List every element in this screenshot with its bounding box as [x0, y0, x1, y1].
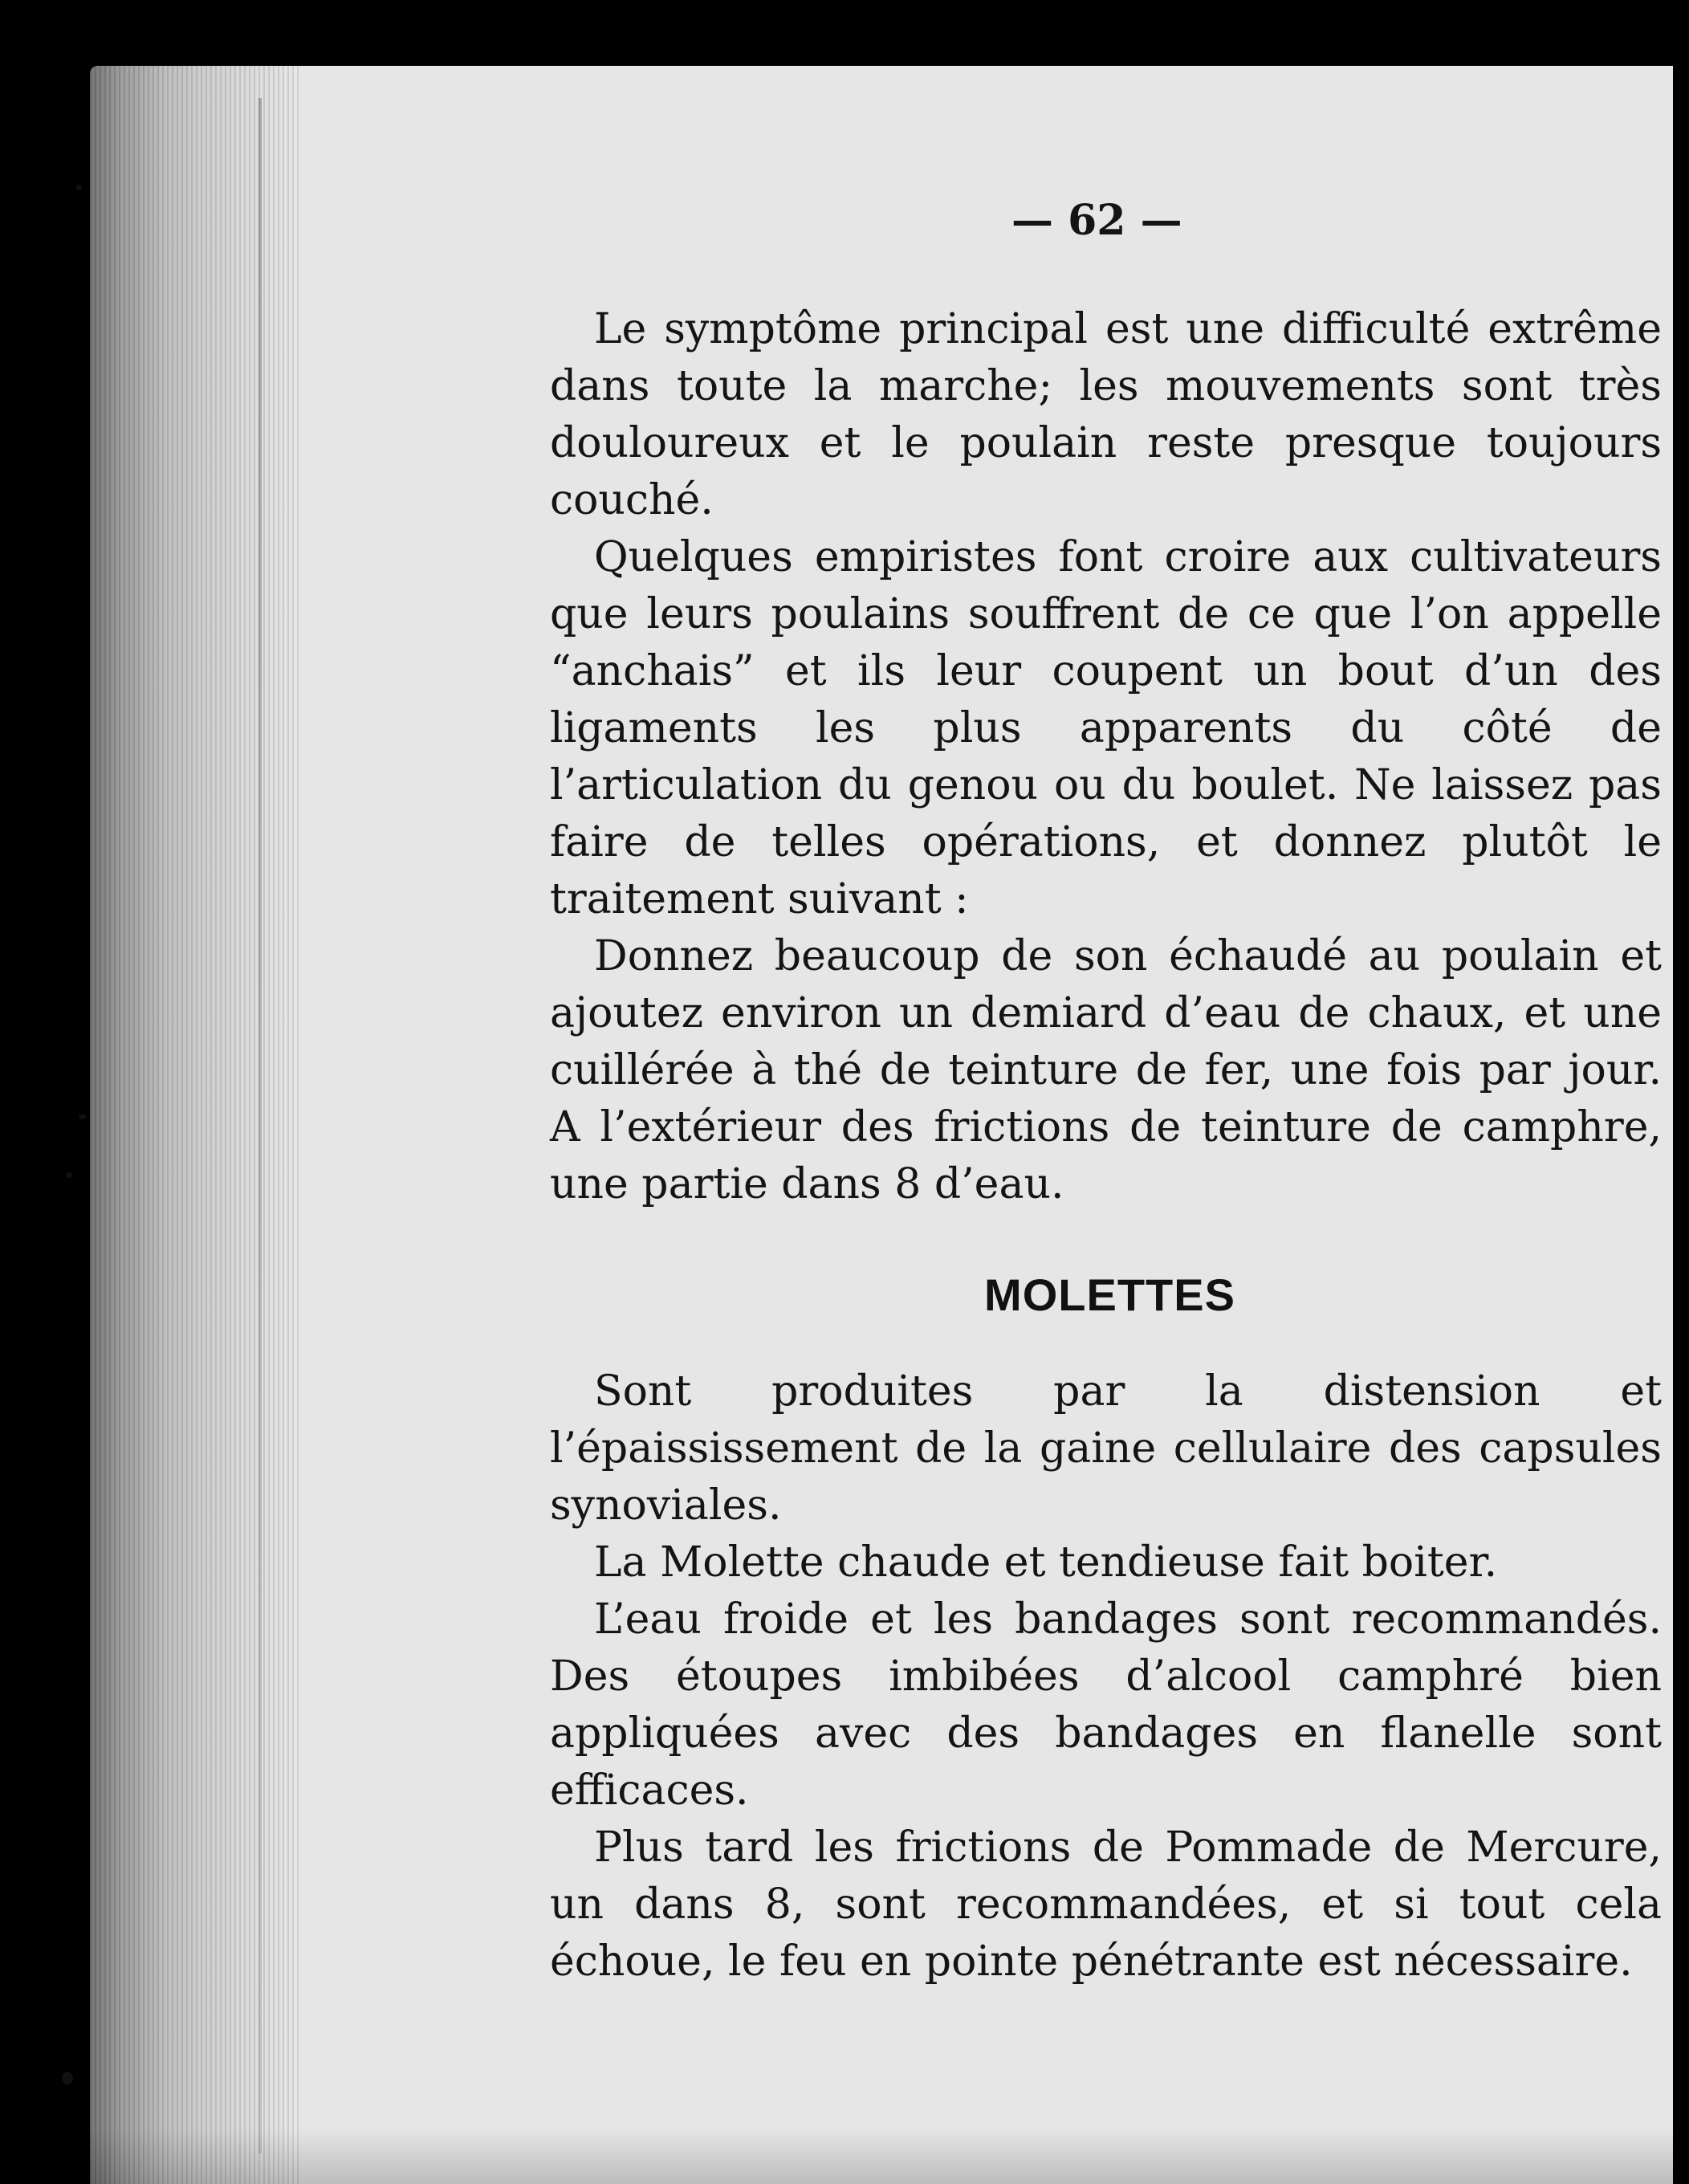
paragraph: Plus tard les frictions de Pommade de Mercure, un dans 8, sont recommandées, et si tout cela échoue, le feu en pointe pénétrante est nécessaire. [550, 1823, 1662, 1986]
scan-speck [76, 185, 82, 190]
paragraph: Le symptôme principal est une difficulté extrême dans toute la marche; les mouvements sont très douloureux et le poulain reste presque toujours couché. [550, 305, 1662, 524]
book-gutter [90, 66, 299, 2184]
paragraph: Quelques empiristes font croire aux cultivateurs que leurs poulains souffrent de ce que l’on appelle “anchais” et ils leur coupent un bout d’un des ligaments les plus apparents du côté de l’articulation du genou ou du boulet. Ne laissez pas faire de telles opérations, et donnez plutôt le traitement suivant : [550, 533, 1662, 923]
paragraph: L’eau froide et les bandages sont recommandés. Des étoupes imbibées d’alcool camphré bien appliquées avec des bandages en flanelle sont efficaces. [550, 1595, 1662, 1815]
paragraph: Donnez beaucoup de son échaudé au poulain et ajoutez environ un demiard d’eau de chaux, et une cuillérée à thé de teinture de fer, une fois par jour. A l’extérieur des frictions de teinture de camphre, une partie dans 8 d’eau. [550, 932, 1662, 1208]
scan-speck [79, 1114, 86, 1119]
scan-speck [66, 1172, 72, 1178]
paragraph: La Molette chaude et tendieuse fait boiter. [594, 1538, 1498, 1587]
paragraph: Sont produites par la distension et l’épaississement de la gaine cellulaire des capsules synoviales. [550, 1367, 1662, 1530]
page-bottom-shadow [90, 2128, 1689, 2184]
text-block [550, 201, 1662, 1990]
page-number: — 62 — [1011, 196, 1182, 245]
section-heading: MOLETTES [984, 1269, 1235, 1320]
right-border [1673, 0, 1689, 2184]
scan-speck [62, 2072, 73, 2084]
gutter-edge [258, 98, 262, 2153]
